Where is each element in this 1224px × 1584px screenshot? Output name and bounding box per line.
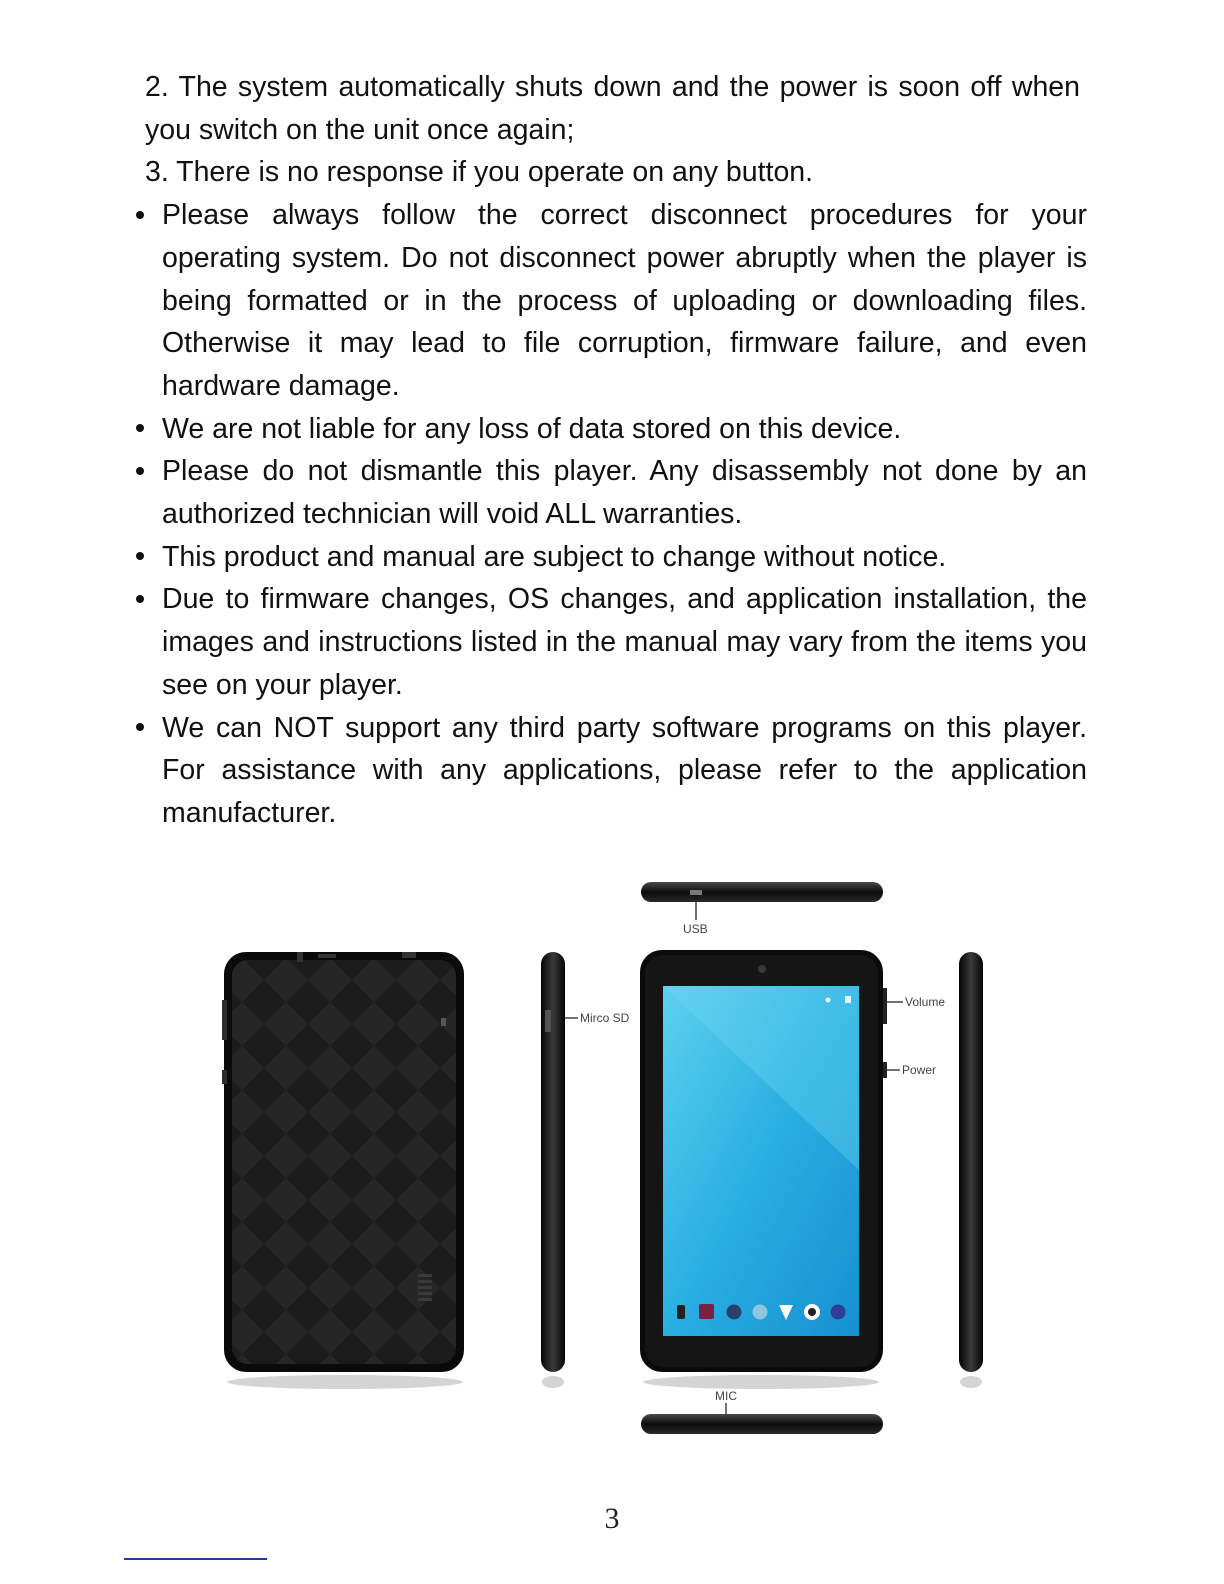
bullet-icon — [136, 194, 148, 237]
bullet-icon — [136, 536, 148, 579]
tablet-left-side-view — [541, 952, 630, 1388]
bullet-icon — [136, 450, 148, 493]
callout-usb: USB — [683, 922, 708, 936]
manual-text — [0, 66, 1224, 835]
tablet-top-edge-view — [641, 882, 883, 936]
footer-divider — [124, 1558, 267, 1560]
bullet-dismantle-warning: Please do not dismantle this player. Any disassembly not done by an authorized technician will void ALL warranties. — [162, 450, 1087, 535]
tablet-diagram — [0, 870, 1224, 1450]
bullet-disconnect-procedures: Please always follow the correct disconnect procedures for your operating system. Do not disconnect power abruptly when the player is being formatted or in the process of uploading or downloading files. Otherwise it may lead to file corruption, firmware failure, and even hardware damage. — [162, 194, 1087, 408]
bullet-data-liability: We are not liable for any loss of data stored on this device. — [162, 408, 1087, 451]
tablet-right-side-view — [959, 952, 983, 1388]
page-number: 3 — [604, 1502, 620, 1535]
tablet-back-view — [222, 952, 464, 1389]
bullet-icon — [136, 408, 148, 451]
tablet-diagram-svg — [0, 870, 1224, 1450]
bullet-icon — [136, 707, 148, 750]
tablet-bottom-edge-view — [641, 1389, 883, 1434]
callout-volume: Volume — [905, 995, 946, 1009]
callout-micro-sd: Mirco SD — [580, 1011, 630, 1025]
callout-power: Power — [902, 1063, 937, 1077]
paragraph-item-3: 3. There is no response if you operate on any button. — [145, 156, 814, 189]
bullet-icon — [136, 578, 148, 621]
bullet-third-party-software: We can NOT support any third party software programs on this player. For assistance with any applications, please refer to the application manufacturer. — [162, 707, 1087, 835]
tablet-front-view — [640, 950, 945, 1389]
bullet-firmware-changes: Due to firmware changes, OS changes, and application installation, the images and instructions listed in the manual may vary from the items you see on your player. — [162, 578, 1087, 706]
paragraph-item-2: 2. The system automatically shuts down and the power is soon off when you switch on the unit once again; — [145, 71, 1080, 146]
callout-mic: MIC — [715, 1389, 737, 1403]
precautions-list — [0, 194, 1224, 835]
bullet-subject-to-change: This product and manual are subject to change without notice. — [162, 536, 1087, 579]
